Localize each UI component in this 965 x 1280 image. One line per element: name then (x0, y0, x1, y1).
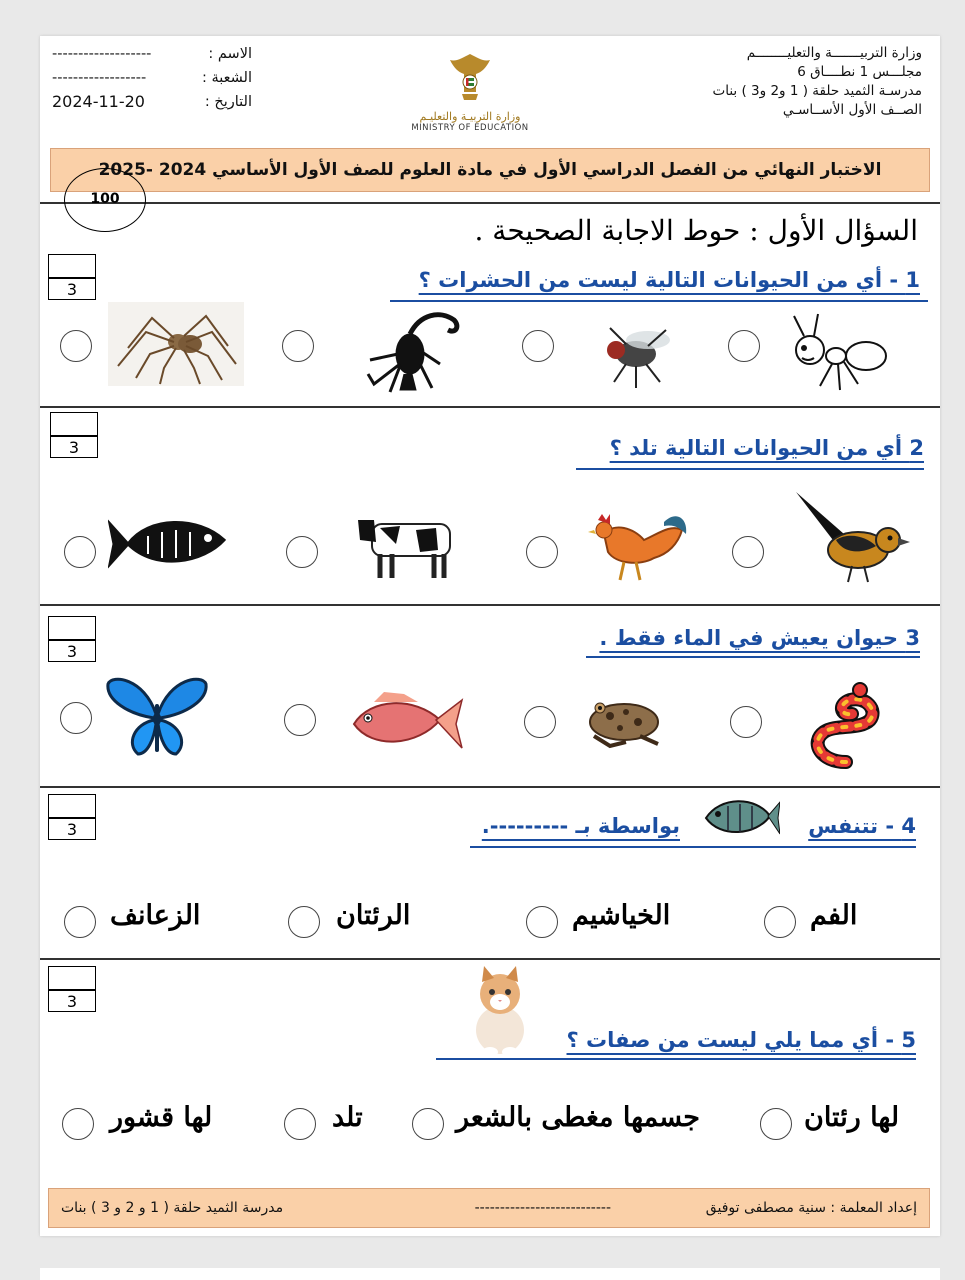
divider (40, 406, 940, 408)
name-row (52, 42, 252, 66)
q1-text: 1 - أي من الحيوانات التالية ليست من الحشرات ؟ (418, 268, 920, 292)
q3-option-fish-circle[interactable] (284, 704, 316, 736)
q4-option-lungs: الرئتان (336, 900, 411, 931)
q2-option-bird-circle[interactable] (732, 536, 764, 568)
total-score: 100 (64, 168, 146, 232)
q4-option-lungs-circle[interactable] (288, 906, 320, 938)
scorpion-image (360, 304, 470, 394)
q2-underline (576, 468, 924, 470)
ant-image (784, 310, 894, 396)
q2-option-fish-circle[interactable] (64, 536, 96, 568)
footer-bar (48, 1188, 930, 1228)
q1-mark-box (48, 254, 96, 300)
divider (40, 202, 940, 204)
q4-option-gills: الخياشيم (572, 900, 671, 931)
next-page-edge (40, 1268, 940, 1280)
q1-mark: 3 (66, 280, 78, 299)
student-info (52, 42, 252, 114)
q2-text: 2 أي من الحيوانات التالية تلد ؟ (609, 436, 924, 460)
bird-image (792, 488, 912, 588)
council-line: مجلـــس 1 نطــــاق 6 (797, 64, 922, 80)
spider-image (108, 302, 244, 386)
q3-underline (586, 656, 920, 658)
q1-option-ant-circle[interactable] (728, 330, 760, 362)
divider (40, 604, 940, 606)
q3-mark-box (48, 616, 96, 662)
q4-option-mouth-circle[interactable] (764, 906, 796, 938)
fish-red-image (344, 686, 464, 762)
ministry-line: وزارة التربيـــــــة والتعليــــــــم (746, 45, 922, 61)
q4-mark: 3 (66, 820, 78, 839)
q4-option-mouth: الفم (810, 900, 858, 931)
q5-mark: 3 (66, 992, 78, 1011)
q3-option-snake-circle[interactable] (730, 706, 762, 738)
q4-option-fins-circle[interactable] (64, 906, 96, 938)
section-row (52, 66, 252, 90)
q1-option-spider-circle[interactable] (60, 330, 92, 362)
q5-option-scales: لها قشور (110, 1102, 213, 1133)
fly-image (596, 318, 680, 390)
q5-option-hair: جسمها مغطى بالشعر (456, 1102, 700, 1133)
logo-english-text: MINISTRY OF EDUCATION (411, 123, 529, 133)
q5-option-gives-birth-circle[interactable] (284, 1108, 316, 1140)
header-school-info (662, 44, 922, 120)
q2-option-rooster-circle[interactable] (526, 536, 558, 568)
snake-image (800, 682, 892, 770)
q2-mark: 3 (68, 438, 80, 457)
q5-option-lungs-circle[interactable] (760, 1108, 792, 1140)
q2-mark-box (50, 412, 98, 458)
q5-text: 5 - أي مما يلي ليست من صفات ؟ (566, 1028, 916, 1052)
ministry-logo (380, 48, 560, 138)
logo-arabic-text: وزارة التربيـة والتعليـم (419, 110, 521, 123)
name-blank[interactable]: ------------------- (52, 46, 152, 62)
q3-option-butterfly-circle[interactable] (60, 702, 92, 734)
q4-option-gills-circle[interactable] (526, 906, 558, 938)
date-value: 2024-11-20 (52, 92, 145, 111)
q1-option-scorpion-circle[interactable] (282, 330, 314, 362)
q5-underline (436, 1058, 916, 1060)
name-label: الاسم : (208, 46, 252, 62)
q4-text-b: بواسطة بـ ---------. (481, 814, 680, 838)
q3-option-frog-circle[interactable] (524, 706, 556, 738)
q1-option-fly-circle[interactable] (522, 330, 554, 362)
grade-line: الصــف الأول الأســاسـي (782, 102, 922, 118)
section-label: الشعبة : (201, 70, 252, 86)
section-title: السؤال الأول : حوط الاجابة الصحيحة . (474, 214, 918, 247)
rooster-image (584, 504, 690, 584)
fish-image (108, 506, 232, 582)
footer-dashes: --------------------------- (474, 1200, 611, 1216)
cow-image (350, 510, 468, 582)
date-label: التاريخ : (204, 94, 252, 110)
q3-mark: 3 (66, 642, 78, 661)
worksheet-page (40, 36, 940, 1236)
footer-teacher: إعداد المعلمة : سنية مصطفى توفيق (705, 1200, 917, 1216)
q2-option-cow-circle[interactable] (286, 536, 318, 568)
q4-underline (470, 846, 916, 848)
frog-image (580, 686, 666, 752)
q5-mark-box (48, 966, 96, 1012)
fish-small-image (698, 790, 780, 846)
q1-underline (390, 300, 928, 302)
footer-school: مدرسة الثميد حلقة ( 1 و 2 و 3 ) بنات (61, 1200, 284, 1216)
divider (40, 958, 940, 960)
q4-mark-box (48, 794, 96, 840)
kitten-image (464, 966, 534, 1058)
section-blank[interactable]: ------------------ (52, 70, 147, 86)
q5-option-lungs: لها رئتان (804, 1102, 900, 1133)
q4-text-a: 4 - تتنفس (808, 814, 916, 838)
school-line: مدرسـة الثميد حلقة ( 1 و2 و3 ) بنات (712, 83, 922, 99)
date-row (52, 90, 252, 114)
q5-option-scales-circle[interactable] (62, 1108, 94, 1140)
q4-option-fins: الزعانف (110, 900, 201, 931)
q3-text: 3 حيوان يعيش في الماء فقط . (599, 626, 920, 650)
exam-title-banner: الاختبار النهائي من الفصل الدراسي الأول في مادة العلوم للصف الأول الأساسي 2024 -2025 (50, 148, 930, 192)
q5-option-gives-birth: تلد (332, 1102, 363, 1133)
divider (40, 786, 940, 788)
emblem-icon (442, 48, 498, 104)
q5-option-hair-circle[interactable] (412, 1108, 444, 1140)
butterfly-image (104, 674, 210, 758)
